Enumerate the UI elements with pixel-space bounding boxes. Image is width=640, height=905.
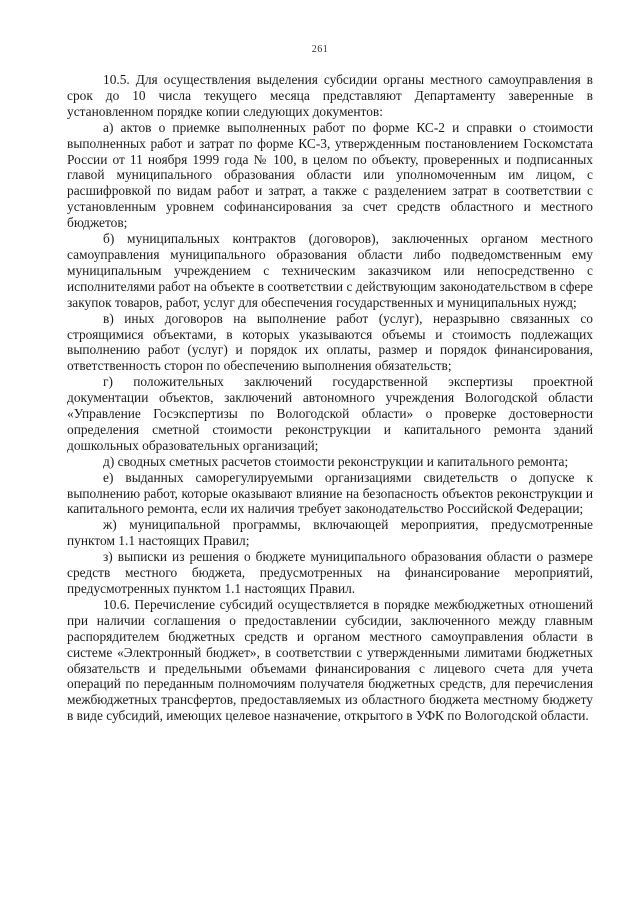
list-item-a: а) актов о приемке выполненных работ по форме КС-2 и справки о стоимости выполненных работ и затрат по форме КС-3, утвержденным постановлением Госкомстата России от 11 ноября 1999 года № 100, в целом по объекту, проверенных и подписанных главой муниципального образования области или уполномоченным им лицом, с расшифровкой по видам работ и затрат, а также с разделением затрат в соответствии с установленным уровнем софинансирования за счет средств областного и местного бюджетов; bbox=[67, 119, 593, 231]
paragraph-10-5: 10.5. Для осуществления выделения субсидии органы местного самоуправления в срок до 10 числа текущего месяца представляют Департаменту заверенные в установленном порядке копии следующих документов: bbox=[67, 72, 593, 119]
list-item-v: в) иных договоров на выполнение работ (услуг), неразрывно связанных со строящимися объектами, в которых указываются объемы и стоимость подлежащих выполнению работ (услуг) и порядок их оплаты, размер и порядок финансирования, ответственность сторон по обеспечению выполнения обязательств; bbox=[67, 310, 593, 374]
list-item-b: б) муниципальных контрактов (договоров), заключенных органом местного самоуправления муниципального образования области либо подведомственным ему муниципальным учреждением с техническим заказчиком или непосредственно с исполнителями работ на объекте в соответствии с действующим законодательством в сфере закупок товаров, работ, услуг для обеспечения государственных и муниципальных нужд; bbox=[67, 231, 593, 310]
page-number: 261 bbox=[311, 44, 329, 55]
document-body bbox=[67, 72, 593, 724]
list-item-z: з) выписки из решения о бюджете муниципального образования области о размере средств местного бюджета, предусмотренных на финансирование мероприятий, предусмотренных пунктом 1.1 настоящих Правил. bbox=[67, 549, 593, 596]
list-item-g: г) положительных заключений государственной экспертизы проектной документации объектов, заключений автономного учреждения Вологодской области «Управление Госэкспертизы по Вологодской области» о проверке достоверности определения сметной стоимости реконструкции и капитального ремонта зданий дошкольных образовательных организаций; bbox=[67, 374, 593, 453]
paragraph-10-6: 10.6. Перечисление субсидий осуществляется в порядке межбюджетных отношений при наличии соглашения о предоставлении субсидии, заключенного между главным распорядителем бюджетных средств и органом местного самоуправления области в системе «Электронный бюджет», в соответствии с утвержденными лимитами бюджетных обязательств и предельными объемами финансирования с лицевого счета для учета операций по переданным полномочиям получателя бюджетных средств, для перечисления межбюджетных трансфертов, предоставляемых из областного бюджета местному бюджету в виде субсидий, имеющих целевое назначение, открытого в УФК по Вологодской области. bbox=[67, 596, 593, 724]
list-item-e: е) выданных саморегулируемыми организациями свидетельств о допуске к выполнению работ, которые оказывают влияние на безопасность объектов реконструкции и капитального ремонта, если их наличия требует законодательство Российской Федерации; bbox=[67, 469, 593, 517]
list-item-zh: ж) муниципальной программы, включающей мероприятия, предусмотренные пунктом 1.1 настоящих Правил; bbox=[67, 517, 593, 549]
list-item-d: д) сводных сметных расчетов стоимости реконструкции и капитального ремонта; bbox=[103, 453, 569, 469]
